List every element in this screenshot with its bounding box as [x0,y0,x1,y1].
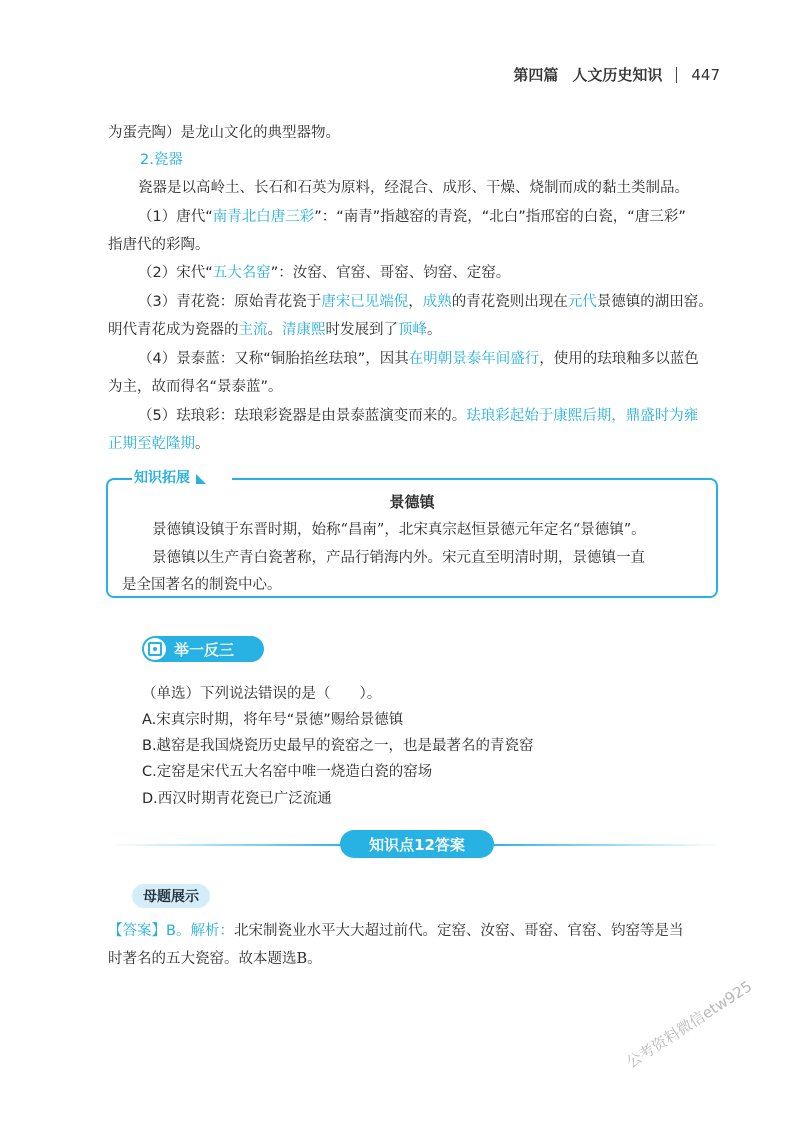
item-3-line-2 [108,318,720,339]
practice-icon [144,638,166,660]
answer-line-2: 时著名的五大瓷窑。故本题选B。 [108,951,322,967]
extension-title: 景德镇 [389,493,435,511]
highlight-text: 唐宋已见端倪 [321,294,409,310]
text: ，使用的珐琅釉多以蓝色 [539,351,699,367]
text: 景德镇的湖田窑。 [596,294,713,310]
item-3-line-1 [108,290,750,311]
header-title: 人文历史知识 [572,66,663,84]
text: （3）青花瓷：原始青花瓷于 [138,294,322,310]
highlight-text: 主流 [238,322,268,338]
text: ”：汝窑、官窑、哥窑、钧窑、定窑。 [270,265,511,281]
highlight-text: 五大名窑 [212,265,271,281]
option-b: B.越窑是我国烧瓷历史最早的瓷窑之一，也是最著名的青瓷窑 [142,738,534,754]
answer-value: B。 [166,923,191,939]
extension-tab-label: 知识拓展 [134,470,190,486]
extension-line-2: 景德镇以生产青白瓷著称，产品行销海内外。宋元直至明清时期，景德镇一直 [152,550,645,566]
highlight-text: 在明朝景泰年间盛行 [408,351,540,367]
header-divider [676,67,677,83]
extension-line-1: 景德镇设镇于东晋时期，始称“昌南”，北宋真宗赵恒景德元年定名“景德镇”。 [152,522,646,538]
highlight-text: 成熟 [422,294,452,310]
section-title: 2.瓷器 [140,152,183,168]
item-1-line-2: 指唐代的彩陶。 [108,237,210,253]
text: （4）景泰蓝：又称“铜胎掐丝珐琅”，因其 [138,351,409,367]
extension-line-3: 是全国著名的制瓷中心。 [122,577,282,593]
text: 。 [195,436,210,452]
highlight-text: 顶峰 [398,322,427,338]
item-2-line [108,261,750,282]
text: （1）唐代“ [138,209,213,225]
banner-rule-left [112,844,352,846]
watermark: 公考资料微信etw925 [623,977,756,1072]
continuation-line: 为蛋壳陶）是龙山文化的典型器物。 [108,125,340,141]
text: ， [408,294,423,310]
text: 的青花瓷则出现在 [451,294,568,310]
tab-corner-icon [196,474,206,484]
text: 时发展到了 [325,322,398,338]
banner-rule-right [488,844,720,846]
option-c: C.定窑是宋代五大名窑中唯一烧造白瓷的窑场 [142,764,433,780]
highlight-text: 元代 [567,294,597,310]
item-4-line-1 [108,347,750,368]
analysis-label: 解析： [190,923,234,939]
item-5-line-2 [108,432,720,453]
text: （5）珐琅彩：珐琅彩瓷器是由景泰蓝演变而来的。 [138,408,467,424]
option-a: A.宋真宗时期，将年号“景德”赐给景德镇 [142,712,404,728]
highlight-text: 清康熙 [282,322,326,338]
page-header [513,64,720,85]
practice-question: （单选）下列说法错误的是（ ）。 [142,686,382,702]
header-section: 第四篇 [513,66,559,84]
option-d: D.西汉时期青花瓷已广泛流通 [142,791,332,807]
item-1-line-1 [108,205,750,226]
intro-paragraph: 瓷器是以高岭土、长石和石英为原料，经混合、成形、干燥、烧制而成的黏土类制品。 [138,180,689,196]
highlight-text: 正期至乾隆期 [108,436,195,452]
item-5-line-1 [108,404,750,425]
text: ”：“南青”指越窑的青瓷，“北白”指邢窑的白瓷，“唐三彩” [314,209,686,225]
highlight-text: 南青北白唐三彩 [212,209,315,225]
answer-line-1 [108,919,720,940]
text: 。 [427,322,442,338]
answer-label: 【答案】 [108,923,166,939]
text: 。 [267,322,282,338]
practice-heading [142,636,264,662]
page-number: 447 [691,65,720,84]
item-4-line-2: 为主，故而得名“景泰蓝”。 [108,379,283,395]
analysis-text: 北宋制瓷业水平大大超过前代。定窑、汝窑、哥窑、官窑、钧窑等是当 [233,923,684,939]
text: （2）宋代“ [138,265,213,281]
answer-banner: 知识点12答案 [340,830,494,858]
practice-label: 举一反三 [174,640,235,659]
mother-question-label: 母题展示 [132,884,210,908]
highlight-text: 珐琅彩起始于康熙后期，鼎盛时为雍 [466,408,699,424]
knowledge-extension-tab [132,464,232,490]
text: 明代青花成为瓷器的 [108,322,239,338]
